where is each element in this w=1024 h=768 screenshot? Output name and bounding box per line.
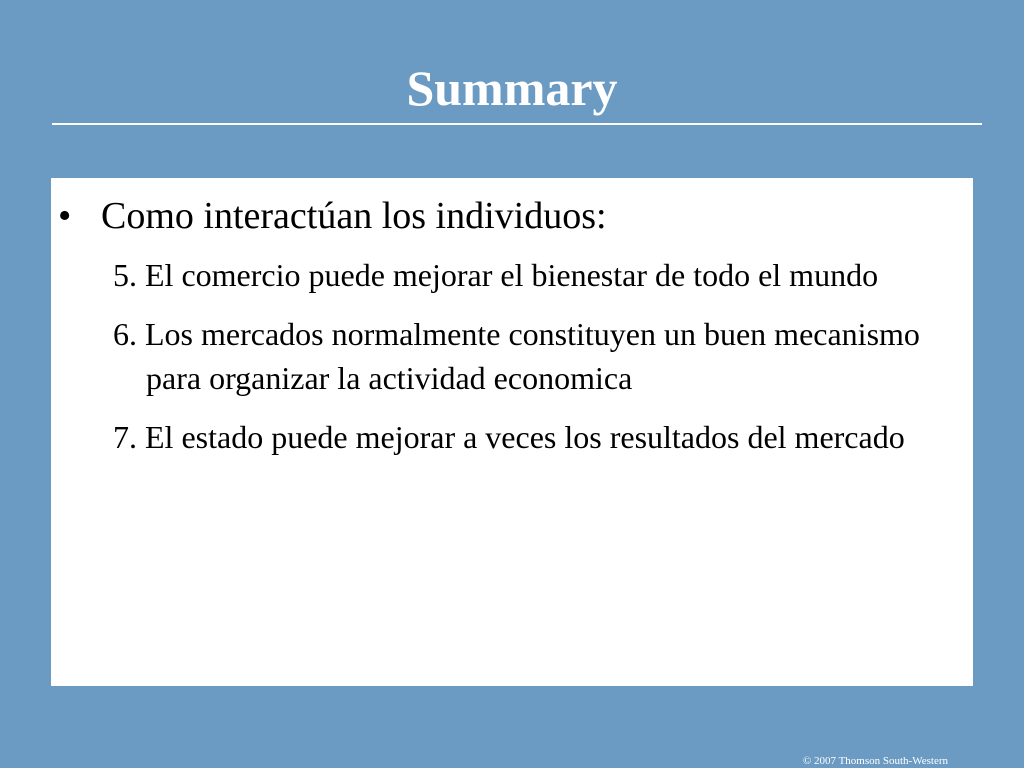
title-divider — [52, 123, 982, 125]
sub-point-7: 7. El estado puede mejorar a veces los resultados del mercado — [113, 419, 905, 455]
slide-title: Summary — [406, 60, 618, 116]
sub-point-6: 6. Los mercados normalmente constituyen un buen mecanismo para organizar la actividad economica — [113, 316, 920, 396]
bullet-icon: • — [58, 195, 72, 237]
copyright-footer: © 2007 Thomson South-Western — [802, 755, 948, 767]
main-bullet-text: Como interactúan los individuos: — [101, 195, 607, 237]
sub-point-list — [113, 253, 953, 474]
sub-point-5: 5. El comercio puede mejorar el bienestar de todo el mundo — [113, 257, 879, 293]
